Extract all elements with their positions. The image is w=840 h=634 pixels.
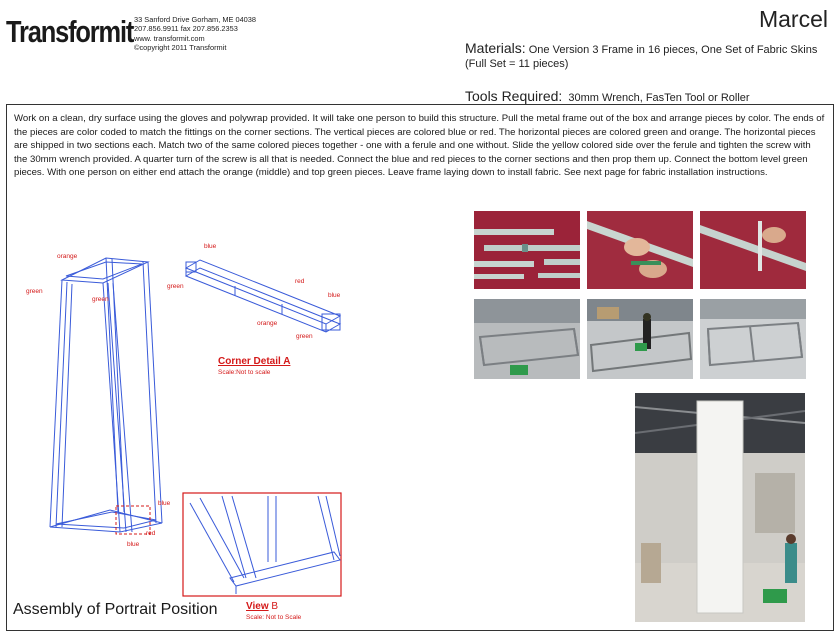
tools-text: 30mm Wrench, FasTen Tool or Roller <box>568 92 750 104</box>
materials-label: Materials: <box>465 40 526 56</box>
tools-section <box>465 88 750 104</box>
website: www. transformit.com <box>134 33 205 43</box>
phone-fax: 207.856.9911 fax 207.856.2353 <box>134 24 238 34</box>
label-red: red <box>146 530 156 537</box>
corner-label-orange: orange <box>257 320 278 327</box>
address: 33 Sanford Drive Gorham, ME 04038 <box>134 15 257 24</box>
assembly-caption: Assembly of Portrait Position <box>13 601 218 618</box>
corner-detail-scale: Scale:Not to scale <box>218 369 271 376</box>
contact-info <box>134 15 256 53</box>
corner-label-red: red <box>295 278 305 285</box>
corner-label-blue-right: blue <box>328 292 341 299</box>
corner-detail-title: Corner Detail A <box>218 356 291 367</box>
label-blue: blue <box>158 500 171 507</box>
view-b-scale: Scale: Not to Scale <box>246 614 302 621</box>
photo-worker-assembly <box>587 299 693 379</box>
photo-frame-pieces <box>474 211 580 289</box>
corner-label-green-top: green <box>167 283 184 290</box>
materials-note: (Full Set = 11 pieces) <box>465 58 569 70</box>
copyright: ©copyright 2011 Transformit <box>134 43 227 53</box>
view-b-title-letter: B <box>268 601 279 612</box>
view-b-title <box>246 601 278 612</box>
logo-text: Transformit <box>6 14 134 49</box>
view-b-title-bold: View <box>246 601 269 612</box>
label-green-right: green <box>92 296 109 303</box>
materials-section <box>465 41 835 71</box>
corner-label-blue: blue <box>204 243 217 250</box>
instructions-text: Work on a clean, dry surface using the gloves and polywrap provided. It will take one person to build this structure. Pull the metal frame out of the box and arrange pieces by color. The ends of the pieces are color coded to match the fittings on the corner sections. The vertical pieces are colored blue or red. The horizontal pieces are colored green and orange. The horizontal pieces are shipped in two sections each. Match two of the same colored pieces together - one with a ferule and one without. Slide the yellow colored side over the ferule and tighten the screw with the 30mm wrench provided. A quarter turn of the screw is all that is needed. Connect the blue and red pieces to the corner sections and then prop them up. Connect the bottom level green pieces. With one person on either end attach the orange (middle) and top green pieces. Leave frame laying down to install fabric. See next page for fabric installation instructions. <box>14 113 825 179</box>
tools-label: Tools Required: <box>465 88 563 104</box>
label-blue-bottom: blue <box>127 541 140 548</box>
photo-frame-on-floor <box>474 299 580 379</box>
photo-installed-tower <box>635 393 805 622</box>
label-green-left: green <box>26 288 43 295</box>
label-orange: orange <box>57 253 78 260</box>
photo-connecting-ferule <box>587 211 693 289</box>
photo-tightening-screw <box>700 211 806 289</box>
product-title: Marcel <box>758 6 828 32</box>
photo-completed-frame <box>700 299 806 379</box>
materials-text: One Version 3 Frame in 16 pieces, One Set of Fabric Skins <box>528 44 818 56</box>
transformit-logo <box>2 6 134 49</box>
corner-label-green-bottom: green <box>296 333 313 340</box>
